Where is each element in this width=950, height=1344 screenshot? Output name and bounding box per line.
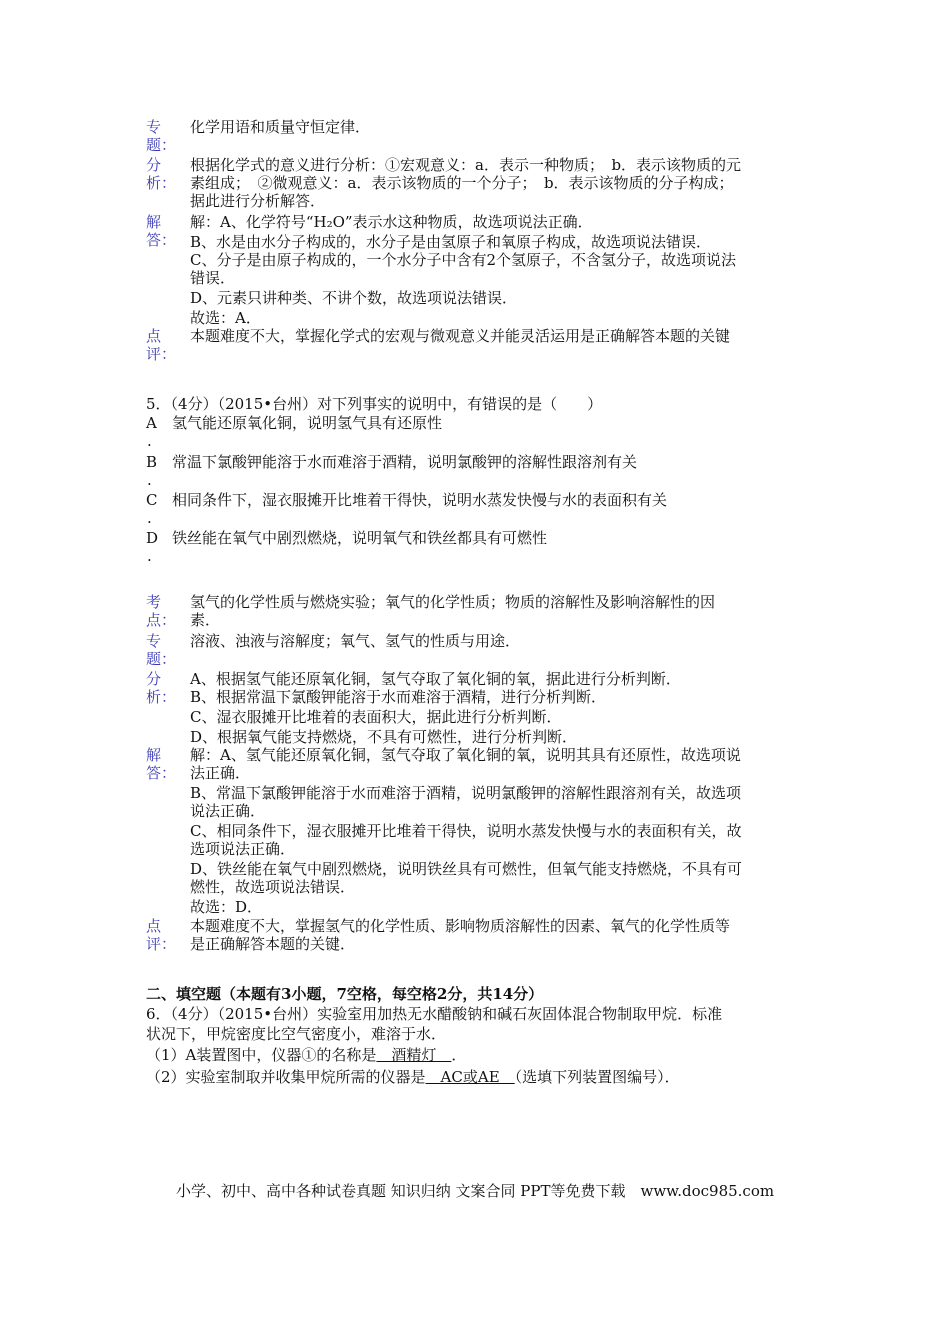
- dianping-label-1: 点: [146, 327, 162, 345]
- q5-jieda-line: B、常温下氯酸钾能溶于水而难溶于酒精，说明氯酸钾的溶解性跟溶剂有关，故选项: [190, 784, 742, 802]
- q5-option-dot: .: [147, 509, 152, 527]
- prev-jieda-line: C、分子是由原子构成的，一个水分子中含有2个氢原子，不含氢分子，故选项说法: [190, 251, 737, 269]
- prev-dianping-text: 本题难度不大，掌握化学式的宏观与微观意义并能灵活运用是正确解答本题的关键: [190, 327, 731, 345]
- q5-jieda-line: 选项说法正确．: [190, 840, 296, 858]
- prev-jieda-line: B、水是由水分子构成的，水分子是由氢原子和氧原子构成，故选项说法错误．: [190, 233, 712, 251]
- q6-sub1-answer: 酒精灯: [376, 1046, 452, 1064]
- q5-fenxi-line: D、根据氧气能支持燃烧，不具有可燃性，进行分析判断．: [190, 728, 578, 746]
- q6-sub2-answer: AC或AE: [425, 1068, 515, 1086]
- dianping-label-1: 点: [146, 917, 162, 935]
- q5-jieda-line: D、铁丝能在氧气中剧烈燃烧，说明铁丝具有可燃性，但氧气能支持燃烧，不具有可: [190, 860, 743, 878]
- prev-jieda-line: 错误．: [190, 269, 236, 287]
- q6-sub1-prefix: （1）A装置图中，仪器①的名称是: [146, 1046, 377, 1064]
- q5-option-letter: C: [146, 491, 158, 509]
- prev-jieda-line: 解：A、化学符号“H₂O”表示水这种物质，故选项说法正确．: [190, 213, 593, 231]
- fenxi-label-2: 析：: [146, 688, 177, 706]
- prev-zhuanti-text: 化学用语和质量守恒定律．: [190, 118, 371, 136]
- q6-sub2-suffix: （选填下列装置图编号）．: [514, 1068, 680, 1086]
- q6-sub2: [146, 1068, 680, 1086]
- q5-jieda-line: 故选：D．: [190, 898, 263, 916]
- dianping-label-2: 评：: [146, 935, 177, 953]
- jieda-label-1: 解: [146, 213, 162, 231]
- q5-option-a: 氢气能还原氧化铜，说明氢气具有还原性: [172, 414, 443, 432]
- q5-jieda-line: C、相同条件下，湿衣服摊开比堆着干得快，说明水蒸发快慢与水的表面积有关，故: [190, 822, 742, 840]
- prev-jieda-line: 故选：A．: [190, 309, 261, 327]
- kaodian-label-2: 点：: [146, 611, 177, 629]
- q5-option-dot: .: [147, 432, 152, 450]
- q5-stem: 5．（4分）（2015•台州）对下列事实的说明中，有错误的是（ ）: [146, 395, 603, 413]
- q6-sub2-prefix: （2）实验室制取并收集甲烷所需的仪器是: [146, 1068, 426, 1086]
- q6-stem-line: 6．（4分）（2015•台州）实验室用加热无水醋酸钠和碱石灰固体混合物制取甲烷．标准: [146, 1005, 723, 1023]
- q5-zhuanti-text: 溶液、浊液与溶解度；氧气、氢气的性质与用途．: [190, 632, 521, 650]
- q5-jieda-line: 说法正确．: [190, 802, 266, 820]
- dianping-label-2: 评：: [146, 345, 177, 363]
- q5-option-letter: B: [146, 453, 158, 471]
- q6-sub1: [146, 1046, 466, 1064]
- q5-jieda-line: 燃性，故选项说法错误．: [190, 878, 356, 896]
- q5-fenxi-line: C、湿衣服摊开比堆着的表面积大，据此进行分析判断．: [190, 708, 562, 726]
- q5-option-dot: .: [147, 547, 152, 565]
- q6-stem-line: 状况下，甲烷密度比空气密度小，难溶于水．: [146, 1025, 447, 1043]
- prev-jieda-line: D、元素只讲种类、不讲个数，故选项说法错误．: [190, 289, 518, 307]
- section-heading: 二、填空题（本题有3小题，7空格，每空格2分，共14分）: [146, 985, 544, 1003]
- q5-option-letter: D: [146, 529, 159, 547]
- q5-jieda-line: 法正确．: [190, 764, 251, 782]
- q5-fenxi-line: B、根据常温下氯酸钾能溶于水而难溶于酒精，进行分析判断．: [190, 688, 607, 706]
- fenxi-label-1: 分: [146, 670, 162, 688]
- zhuanti-label-1: 专: [146, 118, 162, 136]
- jieda-label-1: 解: [146, 746, 162, 764]
- prev-fenxi-line: 根据化学式的意义进行分析：①宏观意义：a．表示一种物质； b．表示该物质的元: [190, 156, 742, 174]
- q5-dianping-line: 本题难度不大，掌握氢气的化学性质、影响物质溶解性的因素、氧气的化学性质等: [190, 917, 731, 935]
- jieda-label-2: 答：: [146, 764, 177, 782]
- zhuanti-label-1: 专: [146, 632, 162, 650]
- fenxi-label-1: 分: [146, 156, 162, 174]
- q5-option-d: 铁丝能在氧气中剧烈燃烧，说明氧气和铁丝都具有可燃性: [172, 529, 548, 547]
- zhuanti-label-2: 题：: [146, 136, 177, 154]
- q5-option-dot: .: [147, 471, 152, 489]
- kaodian-label-1: 考: [146, 593, 162, 611]
- q5-dianping-line: 是正确解答本题的关键．: [190, 935, 356, 953]
- prev-fenxi-line: 素组成； ②微观意义：a．表示该物质的一个分子； b．表示该物质的分子构成；: [190, 174, 734, 192]
- q5-jieda-line: 解：A、氢气能还原氧化铜，氢气夺取了氧化铜的氧，说明其具有还原性，故选项说: [190, 746, 741, 764]
- zhuanti-label-2: 题：: [146, 650, 177, 668]
- q5-kaodian-line: 氢气的化学性质与燃烧实验；氧气的化学性质；物质的溶解性及影响溶解性的因: [190, 593, 716, 611]
- q5-option-c: 相同条件下，湿衣服摊开比堆着干得快，说明水蒸发快慢与水的表面积有关: [172, 491, 668, 509]
- fenxi-label-2: 析：: [146, 174, 177, 192]
- jieda-label-2: 答：: [146, 231, 177, 249]
- q5-kaodian-line: 素．: [190, 611, 221, 629]
- q5-option-b: 常温下氯酸钾能溶于水而难溶于酒精，说明氯酸钾的溶解性跟溶剂有关: [172, 453, 638, 471]
- prev-fenxi-line: 据此进行分析解答．: [190, 192, 326, 210]
- page-footer: 小学、初中、高中各种试卷真题 知识归纳 文案合同 PPT等免费下载 www.doc985.com: [176, 1182, 775, 1200]
- q5-option-letter: A: [146, 414, 157, 432]
- q6-sub1-suffix: ．: [451, 1046, 467, 1064]
- q5-fenxi-line: A、根据氢气能还原氧化铜，氢气夺取了氧化铜的氧，据此进行分析判断．: [190, 670, 681, 688]
